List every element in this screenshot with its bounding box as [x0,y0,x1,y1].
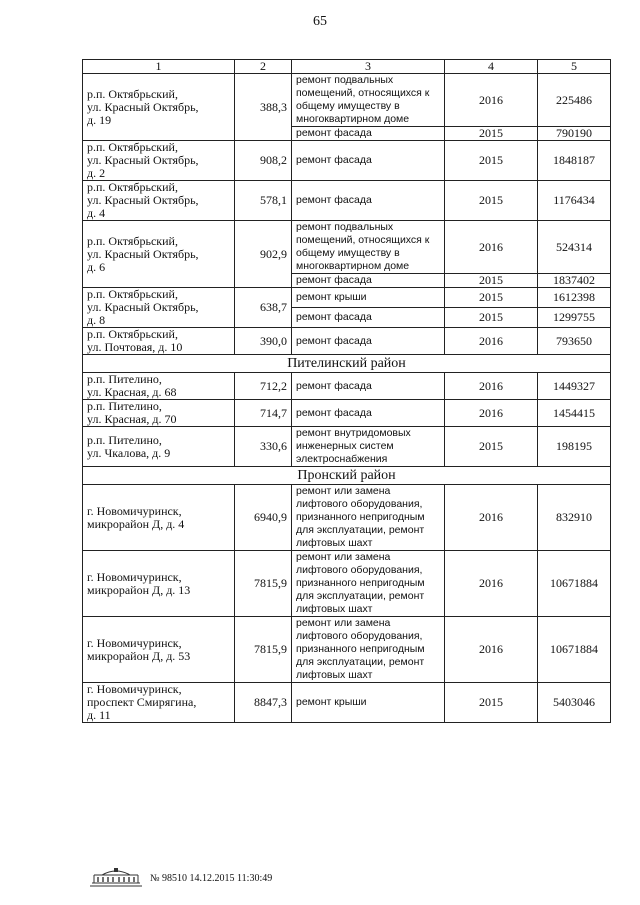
area-cell: 8847,3 [235,683,292,723]
works-table [82,59,611,723]
address-cell [83,181,235,221]
cell-line: ремонт фасада [296,194,372,206]
year-cell: 2015 [445,308,538,328]
year-cell: 2015 [445,427,538,467]
cell-line: г. Новомичуринск, [87,503,182,518]
cell-line: лифтовых шахт [296,603,373,615]
cell-line: д. 8 [87,313,106,327]
year-cell: 2015 [445,683,538,723]
cell-line: ремонт или замена [296,485,391,497]
year-cell: 2016 [445,400,538,427]
year-cell: 2016 [445,221,538,274]
cell-line: г. Новомичуринск, [87,635,182,650]
cell-line: ремонт подвальных [296,221,394,233]
work-type-cell [292,221,445,274]
cell-line: для эксплуатации, ремонт [296,656,425,668]
column-header: 2 [235,60,292,74]
cell-line: микрорайон Д, д. 53 [87,648,191,663]
year-cell: 2015 [445,181,538,221]
cost-cell: 524314 [538,221,611,274]
work-type-cell [292,485,445,551]
cell-line: ремонт фасада [296,127,372,139]
table-row [83,181,611,221]
area-cell: 330,6 [235,427,292,467]
cell-line: ремонт или замена [296,617,391,629]
work-type-cell [292,127,445,141]
address-cell [83,328,235,355]
cell-line: помещений, относящихся к [296,234,430,246]
cell-line: ул. Красная, д. 70 [87,412,177,426]
cell-line: д. 4 [87,206,106,220]
area-cell: 7815,9 [235,617,292,683]
document-footer [88,866,348,890]
table-row [83,400,611,427]
cost-cell: 1449327 [538,373,611,400]
cell-line: многоквартирном доме [296,113,410,125]
table-row [83,328,611,355]
table-row [83,683,611,723]
cell-line: ремонт крыши [296,696,367,708]
table-row [83,74,611,127]
year-cell: 2015 [445,274,538,288]
cell-line: р.п. Октябрьский, [87,140,178,154]
address-cell [83,551,235,617]
area-cell: 714,7 [235,400,292,427]
cell-line: лифтовых шахт [296,537,373,549]
cell-line: микрорайон Д, д. 13 [87,582,191,597]
cell-line: ремонт внутридомовых [296,427,411,439]
cell-line: ремонт фасада [296,274,372,286]
area-cell: 712,2 [235,373,292,400]
cell-line: ремонт фасада [296,334,372,347]
cell-line: электроснабжения [296,453,388,465]
cell-line: признанного непригодным [296,643,425,655]
cell-line: ремонт или замена [296,551,391,563]
cell-line: ремонт крыши [296,291,367,303]
cell-line: г. Новомичуринск, [87,682,182,696]
year-cell: 2016 [445,485,538,551]
address-cell [83,141,235,181]
cell-line: р.п. Октябрьский, [87,327,178,341]
cell-line: ул. Красный Октябрь, [87,99,199,114]
column-header: 5 [538,60,611,74]
address-cell [83,288,235,328]
year-cell: 2016 [445,551,538,617]
work-type-cell [292,288,445,308]
work-type-cell [292,400,445,427]
work-type-cell [292,427,445,467]
cell-line: общему имуществу в [296,247,400,259]
cell-line: д. 2 [87,166,106,180]
area-cell: 388,3 [235,74,292,141]
table-row [83,141,611,181]
work-type-cell [292,373,445,400]
table-row [83,427,611,467]
cell-line: д. 11 [87,708,111,722]
cell-line: ул. Красный Октябрь, [87,246,199,261]
work-type-cell [292,274,445,288]
cell-line: р.п. Пителино, [87,399,162,413]
cell-line: ремонт фасада [296,154,372,166]
address-cell [83,221,235,288]
cell-line: ул. Почтовая, д. 10 [87,340,183,354]
work-type-cell [292,308,445,328]
cell-line: д. 6 [87,259,106,274]
work-type-cell [292,617,445,683]
work-type-cell [292,181,445,221]
area-cell: 390,0 [235,328,292,355]
table-row [83,288,611,308]
address-cell [83,683,235,723]
address-cell [83,427,235,467]
area-cell: 908,2 [235,141,292,181]
cost-cell: 225486 [538,74,611,127]
cell-line: лифтового оборудования, [296,498,423,510]
header-row [83,60,611,74]
table-row [83,617,611,683]
cell-line: для эксплуатации, ремонт [296,590,425,602]
cost-cell: 10671884 [538,617,611,683]
district-name: Пронский район [83,467,611,485]
address-cell [83,400,235,427]
year-cell: 2016 [445,617,538,683]
cell-line: ул. Чкалова, д. 9 [87,445,171,460]
table-row [83,373,611,400]
cell-line: ул. Красный Октябрь, [87,300,199,314]
year-cell: 2015 [445,127,538,141]
cell-line: многоквартирном доме [296,260,410,272]
year-cell: 2016 [445,373,538,400]
cell-line: ул. Красная, д. 68 [87,385,177,399]
area-cell: 7815,9 [235,551,292,617]
cell-line: р.п. Октябрьский, [87,86,178,101]
cell-line: микрорайон Д, д. 4 [87,516,185,531]
area-cell: 902,9 [235,221,292,288]
cell-line: проспект Смирягина, [87,695,197,709]
cell-line: р.п. Пителино, [87,432,162,447]
cell-line: инженерных систем [296,440,394,452]
table-row [83,221,611,274]
cell-line: ремонт фасада [296,311,372,323]
area-cell: 578,1 [235,181,292,221]
cell-line: лифтовых шахт [296,669,373,681]
address-cell [83,74,235,141]
cell-line: признанного непригодным [296,511,425,523]
cost-cell: 1848187 [538,141,611,181]
cost-cell: 1299755 [538,308,611,328]
cost-cell: 5403046 [538,683,611,723]
year-cell: 2015 [445,288,538,308]
table-row [83,485,611,551]
cell-line: лифтового оборудования, [296,564,423,576]
cost-cell: 1454415 [538,400,611,427]
work-type-cell [292,74,445,127]
cell-line: ремонт фасада [296,379,372,392]
page-number: 65 [313,14,327,29]
cell-line: р.п. Октябрьский, [87,233,178,248]
district-name: Пителинский район [83,355,611,373]
document-stamp: № 98510 14.12.2015 11:30:49 [150,872,273,884]
cost-cell: 793650 [538,328,611,355]
cost-cell: 832910 [538,485,611,551]
cost-cell: 790190 [538,127,611,141]
cell-line: р.п. Октябрьский, [87,287,178,301]
column-header: 3 [292,60,445,74]
cell-line: лифтового оборудования, [296,630,423,642]
cell-line: ул. Красный Октябрь, [87,193,199,207]
cell-line: для эксплуатации, ремонт [296,524,425,536]
district-row [83,355,611,373]
year-cell: 2015 [445,141,538,181]
district-row [83,467,611,485]
year-cell: 2016 [445,74,538,127]
work-type-cell [292,683,445,723]
work-type-cell [292,141,445,181]
cell-line: общему имуществу в [296,100,400,112]
cell-line: р.п. Пителино, [87,372,162,386]
work-type-cell [292,551,445,617]
cost-cell: 1176434 [538,181,611,221]
column-header: 1 [83,60,235,74]
address-cell [83,485,235,551]
cell-line: ремонт фасада [296,406,372,419]
address-cell [83,617,235,683]
cell-line: ремонт подвальных [296,74,394,86]
cost-cell: 10671884 [538,551,611,617]
address-cell [83,373,235,400]
cost-cell: 198195 [538,427,611,467]
area-cell: 6940,9 [235,485,292,551]
cell-line: д. 19 [87,112,112,127]
building-logo-icon [88,866,144,890]
year-cell: 2016 [445,328,538,355]
works-table-body [83,60,611,723]
cost-cell: 1837402 [538,274,611,288]
cell-line: признанного непригодным [296,577,425,589]
table-row [83,551,611,617]
cell-line: ул. Красный Октябрь, [87,153,199,167]
column-header: 4 [445,60,538,74]
area-cell: 638,7 [235,288,292,328]
cell-line: р.п. Октябрьский, [87,180,178,194]
work-type-cell [292,328,445,355]
cost-cell: 1612398 [538,288,611,308]
cell-line: помещений, относящихся к [296,87,430,99]
cell-line: г. Новомичуринск, [87,569,182,584]
